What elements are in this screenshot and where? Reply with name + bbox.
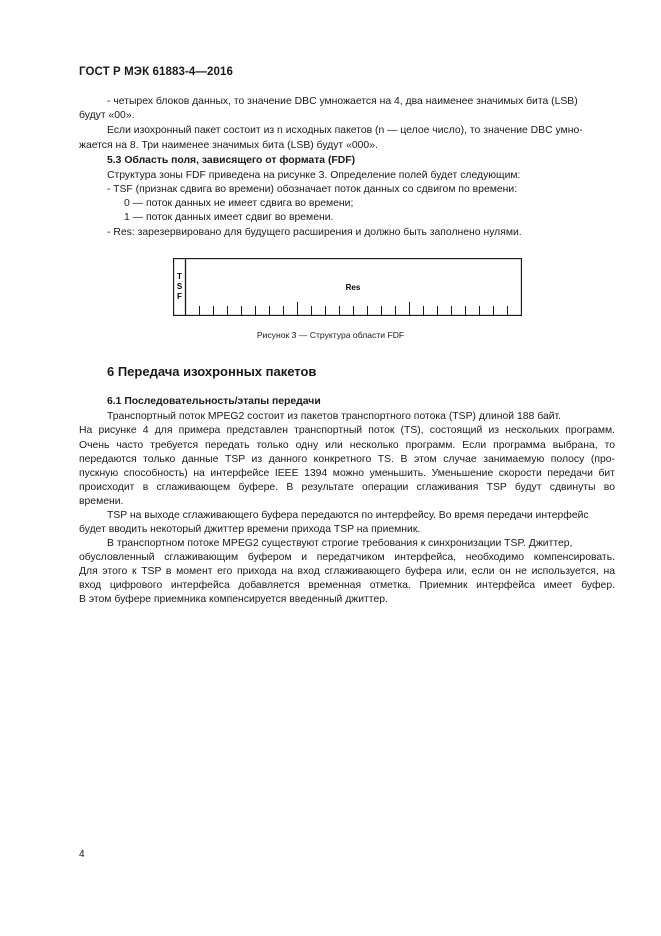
figure-caption: Рисунок 3 — Структура области FDF bbox=[256, 330, 405, 340]
text-line: времени. bbox=[79, 496, 124, 507]
fdf-structure-figure bbox=[173, 258, 522, 316]
page-number: 4 bbox=[79, 849, 85, 860]
document-header: ГОСТ Р МЭК 61883-4—2016 bbox=[79, 66, 233, 78]
text-line: жается на 8. Три наименее значимых бита (LSB) будут «000». bbox=[79, 140, 378, 151]
text-line: будет вводить некоторый джиттер времени прихода TSP на приемник. bbox=[79, 524, 421, 535]
text-line: вход цифрового интерфейса добавляется временная отметка. Приемник интерфейса имеет буфер. bbox=[79, 580, 615, 591]
subsection-heading: 6.1 Последовательность/этапы передачи bbox=[107, 396, 321, 407]
list-item: - Res: зарезервировано для будущего расширения и должно быть заполнено нулями. bbox=[107, 227, 522, 238]
section-heading: 6 Передача изохронных пакетов bbox=[107, 364, 317, 379]
section-heading: 5.3 Область поля, зависящего от формата (FDF) bbox=[107, 155, 356, 166]
text-line: Очень часто требуется передать только одну или несколько программ. Если программа выбрана, то bbox=[79, 440, 615, 451]
text-line: В транспортном потоке MPEG2 существуют строгие требования к синхронизации TSP. Джиттер, bbox=[107, 538, 573, 549]
text-line: обусловленный сглаживающим буфером и передатчиком интерфейса, необходимо компенсировать. bbox=[79, 552, 615, 563]
text-line: Для этого к TSP в момент его прихода на вход сглаживающего буфера или, если он не используется, на bbox=[79, 566, 615, 577]
text-line: Если изохронный пакет состоит из n исходных пакетов (n — целое число), то значение DBC умно- bbox=[107, 125, 583, 136]
text-line: передаются только данные TSP из данного конкретного TS. В этом случае занимаемую полосу (про- bbox=[79, 454, 615, 465]
text-line: - четырех блоков данных, то значение DBC умножается на 4, два наименее значимых бита (LSB) bbox=[107, 96, 578, 107]
text-line: На рисунке 4 для примера представлен транспортный поток (TS), состоящий из нескольких программ. bbox=[79, 425, 615, 436]
res-label: Res bbox=[345, 283, 361, 292]
tsf-letter-s: S bbox=[176, 282, 183, 291]
text-line: Транспортный поток MPEG2 состоит из пакетов транспортного потока (TSP) длиной 188 байт. bbox=[107, 411, 562, 422]
tsf-letter-t: T bbox=[177, 272, 182, 281]
text-line: В этом буфере приемника компенсируется введенный джиттер. bbox=[79, 594, 388, 605]
text-line: происходит в сглаживающем буфере. В результате операции сглаживания TSP будут сдвинуты во bbox=[79, 482, 615, 493]
text-line: TSP на выходе сглаживающего буфера передаются по интерфейсу. Во время передачи интерфейс bbox=[107, 510, 589, 521]
text-line: будут «00». bbox=[79, 110, 135, 121]
bit-ticks bbox=[200, 302, 508, 316]
tsf-letter-f: F bbox=[177, 292, 182, 301]
text-line: Структура зоны FDF приведена на рисунке 3. Определение полей будет следующим: bbox=[107, 170, 521, 181]
list-item: 1 — поток данных имеет сдвиг во времени. bbox=[124, 212, 334, 223]
list-item: - TSF (признак сдвига во времени) обозначает поток данных со сдвигом по времени: bbox=[107, 184, 518, 195]
list-item: 0 — поток данных не имеет сдвига во времени; bbox=[124, 198, 354, 209]
text-line: пускную способность) на интерфейсе IEEE 1394 можно уменьшить. Уменьшение скорости передачи бит bbox=[79, 468, 615, 479]
